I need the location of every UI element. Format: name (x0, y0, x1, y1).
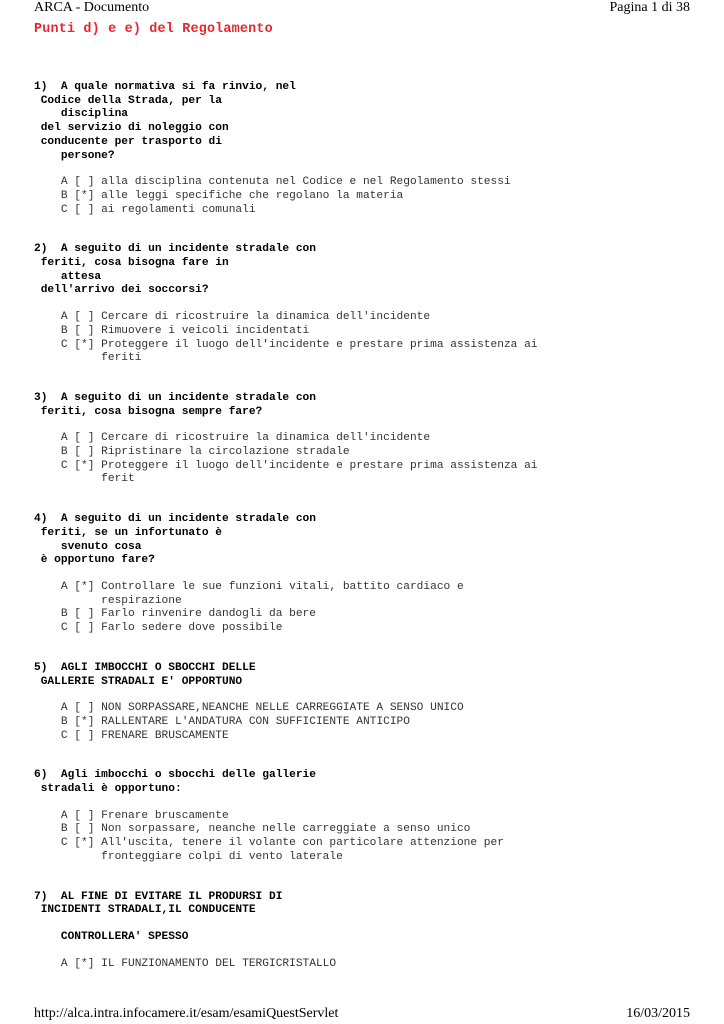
answer-options (34, 176, 694, 217)
answer-options (34, 432, 694, 487)
question-text: 4) A seguito di un incidente stradale con feriti, se un infortunato è svenuto cosa è opportuno fare? (34, 513, 316, 567)
question-4 (34, 513, 694, 636)
answer-option: B [*] alle leggi specifiche che regolano la materia (34, 189, 404, 202)
question-text: 7) AL FINE DI EVITARE IL PRODURSI DI INCIDENTI STRADALI,IL CONDUCENTE (34, 890, 283, 917)
answer-option: C [ ] FRENARE BRUSCAMENTE (34, 729, 229, 742)
answer-option: A [ ] NON SORPASSARE,NEANCHE NELLE CARREGGIATE A SENSO UNICO (34, 702, 464, 715)
app-title: ARCA - Documento (34, 0, 150, 15)
page-footer (34, 1006, 690, 1022)
page-url[interactable]: http://alca.intra.infocamere.it/esam/esamiQuestServlet (34, 1006, 339, 1021)
answer-option: B [ ] Farlo rinvenire dandogli da bere (34, 608, 316, 621)
answer-options (34, 311, 694, 366)
answer-options (34, 581, 694, 636)
page-number: Pagina 1 di 38 (609, 0, 690, 15)
question-text: 3) A seguito di un incidente stradale con feriti, cosa bisogna sempre fare? (34, 391, 316, 418)
answer-option: C [ ] ai regolamenti comunali (34, 203, 256, 216)
question-subtitle: CONTROLLERA' SPESSO (34, 930, 189, 943)
answer-option: B [*] RALLENTARE L'ANDATURA CON SUFFICIENTE ANTICIPO (34, 715, 410, 728)
answer-option: A [ ] Frenare bruscamente (34, 809, 229, 822)
answer-option: A [ ] Cercare di ricostruire la dinamica dell'incidente (34, 432, 431, 445)
question-6 (34, 769, 694, 864)
answer-options (34, 810, 694, 865)
question-1 (34, 81, 694, 217)
question-3 (34, 392, 694, 487)
question-text: 5) AGLI IMBOCCHI O SBOCCHI DELLE GALLERIE STRADALI E' OPPORTUNO (34, 661, 256, 688)
answer-option: A [*] IL FUNZIONAMENTO DEL TERGICRISTALLO (34, 957, 337, 970)
answer-option: B [ ] Rimuovere i veicoli incidentati (34, 324, 310, 337)
answer-option: A [*] Controllare le sue funzioni vitali, battito cardiaco e respirazione (60, 580, 464, 607)
question-text: 2) A seguito di un incidente stradale con feriti, cosa bisogna fare in attesa dell'arrivo dei soccorsi? (34, 243, 316, 297)
answer-option: C [*] Proteggere il luogo dell'incidente e prestare prima assistenza ai feriti (60, 338, 538, 365)
answer-option: C [*] All'uscita, tenere il volante con particolare attenzione per fronteggiare colpi di vento laterale (60, 837, 504, 863)
answer-option: B [ ] Ripristinare la circolazione stradale (34, 446, 350, 459)
page-header (34, 0, 690, 16)
print-date: 16/03/2015 (626, 1006, 690, 1021)
question-text: 6) Agli imbocchi o sbocchi delle gallerie stradali è opportuno: (34, 769, 316, 796)
answer-option: A [ ] Cercare di ricostruire la dinamica dell'incidente (34, 311, 431, 324)
answer-options (34, 702, 694, 743)
question-text: 1) A quale normativa si fa rinvio, nel Codice della Strada, per la disciplina del servizio di noleggio con conducente per trasporto di persone? (34, 81, 296, 162)
answer-option: A [ ] alla disciplina contenuta nel Codice e nel Regolamento stessi (34, 176, 511, 189)
question-7 (34, 891, 694, 972)
answer-option: C [*] Proteggere il luogo dell'incidente e prestare prima assistenza ai ferit (60, 459, 538, 486)
question-list (34, 81, 694, 997)
question-5 (34, 662, 694, 744)
question-2 (34, 243, 694, 366)
answer-option: C [ ] Farlo sedere dove possibile (34, 622, 283, 635)
answer-options (34, 958, 694, 972)
answer-option: B [ ] Non sorpassare, neanche nelle carreggiate a senso unico (34, 823, 471, 836)
document-title: Punti d) e e) del Regolamento (34, 22, 273, 37)
